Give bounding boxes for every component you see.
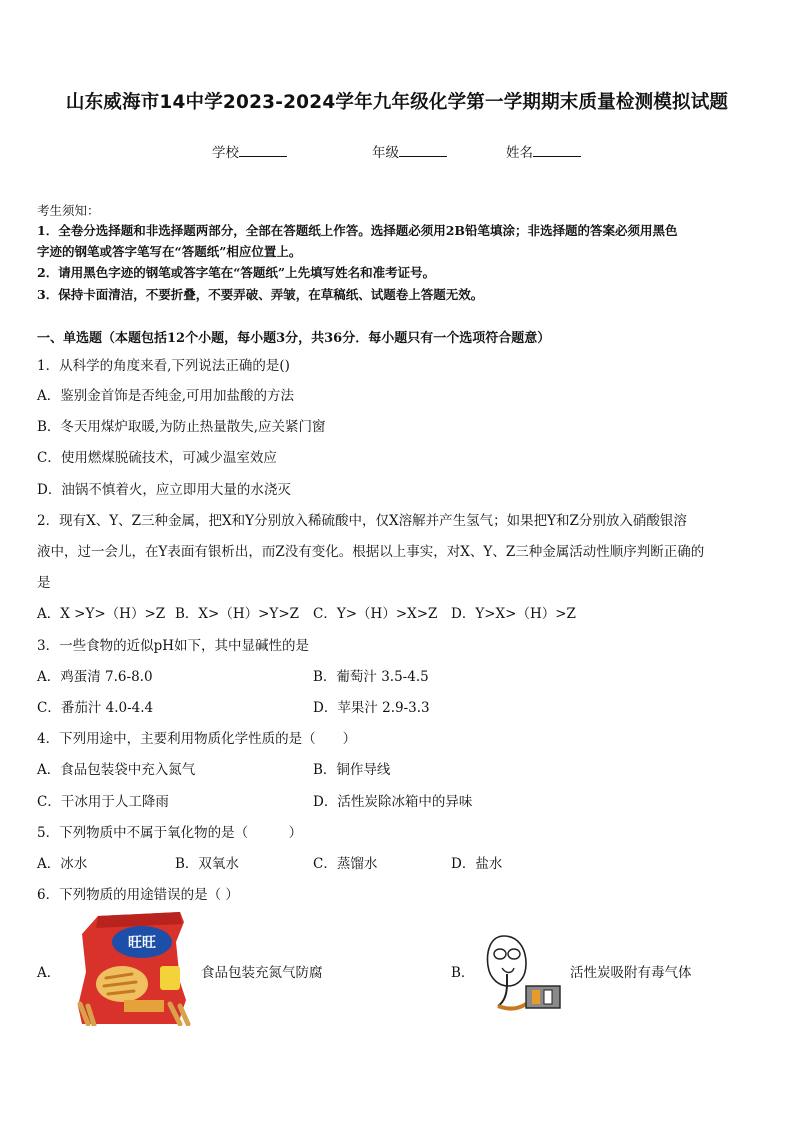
school-blank[interactable] — [239, 143, 287, 157]
question-4-stem: 4．下列用途中，主要利用物质化学性质的是（ ） — [37, 731, 357, 747]
name-blank[interactable] — [533, 143, 581, 157]
name-label: 姓名 — [506, 145, 533, 161]
school-field[interactable] — [212, 141, 287, 161]
question-2-stem: 2．现有X、Y、Z三种金属，把X和Y分别放入稀硫酸中，仅X溶解并产生氢气；如果把Y和Z分别放入硝酸银溶 — [37, 513, 687, 529]
name-field[interactable] — [506, 141, 581, 161]
question-6-option-b-text: 活性炭吸附有毒气体 — [570, 965, 692, 981]
question-2-option-c[interactable]: C．Y>（H）>X>Z — [313, 606, 438, 622]
question-5-option-c[interactable]: C．蒸馏水 — [313, 856, 378, 872]
question-1-option-c[interactable]: C．使用燃煤脱硫技术，可减少温室效应 — [37, 450, 277, 466]
question-4-option-a[interactable]: A．食品包装袋中充入氮气 — [37, 762, 196, 778]
notice-item: 2．请用黑色字迹的钢笔或答字笔在“答题纸”上先填写姓名和准考证号。 — [37, 265, 436, 280]
grade-label: 年级 — [372, 145, 399, 161]
question-2-stem: 是 — [37, 575, 51, 591]
question-4-option-d[interactable]: D．活性炭除冰箱中的异味 — [313, 794, 473, 810]
snack-package-image — [76, 912, 198, 1026]
question-1-stem: 1．从科学的角度来看,下列说法正确的是() — [37, 358, 290, 374]
question-3-stem: 3．一些食物的近似pH如下，其中显碱性的是 — [37, 638, 310, 654]
question-4-option-c[interactable]: C．干冰用于人工降雨 — [37, 794, 169, 810]
question-2-option-b[interactable]: B．X>（H）>Y>Z — [175, 606, 300, 622]
question-5-stem: 5．下列物质中不属于氧化物的是（ ） — [37, 825, 303, 841]
notice-item: 3．保持卡面清洁，不要折叠，不要弄破、弄皱，在草稿纸、试题卷上答题无效。 — [37, 287, 484, 302]
question-3-option-c[interactable]: C．番茄汁 4.0-4.4 — [37, 700, 154, 716]
question-6-stem: 6．下列物质的用途错误的是（ ） — [37, 887, 239, 903]
package-brand-text: 旺旺 — [128, 935, 156, 951]
question-6-option-a-label[interactable]: A． — [37, 965, 61, 981]
question-2-option-a[interactable]: A．X >Y>（H）>Z — [37, 606, 166, 622]
snack-package-icon — [76, 912, 198, 1026]
question-1-option-b[interactable]: B．冬天用煤炉取暖,为防止热量散失,应关紧门窗 — [37, 419, 326, 435]
grade-field[interactable] — [372, 141, 447, 161]
grade-blank[interactable] — [399, 143, 447, 157]
question-3-option-a[interactable]: A．鸡蛋清 7.6-8.0 — [37, 669, 153, 685]
school-label: 学校 — [212, 145, 239, 161]
gas-mask-image — [480, 928, 566, 1014]
gas-mask-icon — [480, 928, 566, 1014]
question-1-option-d[interactable]: D．油锅不慎着火，应立即用大量的水浇灭 — [37, 482, 291, 498]
question-5-option-a[interactable]: A．冰水 — [37, 856, 88, 872]
question-2-stem: 液中，过一会儿，在Y表面有银析出，而Z没有变化。根据以上事实，对X、Y、Z三种金属活动性顺序判断正确的 — [37, 544, 705, 560]
question-4-option-b[interactable]: B．铜作导线 — [313, 762, 391, 778]
question-6-option-b-label[interactable]: B． — [451, 965, 475, 981]
notice-heading: 考生须知： — [37, 203, 100, 218]
notice-item: 字迹的钢笔或答字笔写在“答题纸”相应位置上。 — [37, 244, 302, 259]
notice-item: 1．全卷分选择题和非选择题两部分，全部在答题纸上作答。选择题必须用2B铅笔填涂；非选择题的答案必须用黑色 — [37, 223, 678, 238]
section-heading: 一、单选题（本题包括12个小题，每小题3分，共36分．每小题只有一个选项符合题意） — [37, 331, 551, 346]
question-5-option-d[interactable]: D．盐水 — [451, 856, 503, 872]
question-3-option-d[interactable]: D．苹果汁 2.9-3.3 — [313, 700, 430, 716]
question-2-option-d[interactable]: D．Y>X>（H）>Z — [451, 606, 576, 622]
question-6-option-a-text: 食品包装充氮气防腐 — [201, 965, 323, 981]
exam-title: 山东威海市14中学2023-2024学年九年级化学第一学期期末质量检测模拟试题 — [65, 92, 729, 113]
question-3-option-b[interactable]: B．葡萄汁 3.5-4.5 — [313, 669, 429, 685]
question-1-option-a[interactable]: A．鉴别金首饰是否纯金,可用加盐酸的方法 — [37, 388, 295, 404]
question-5-option-b[interactable]: B．双氧水 — [175, 856, 239, 872]
